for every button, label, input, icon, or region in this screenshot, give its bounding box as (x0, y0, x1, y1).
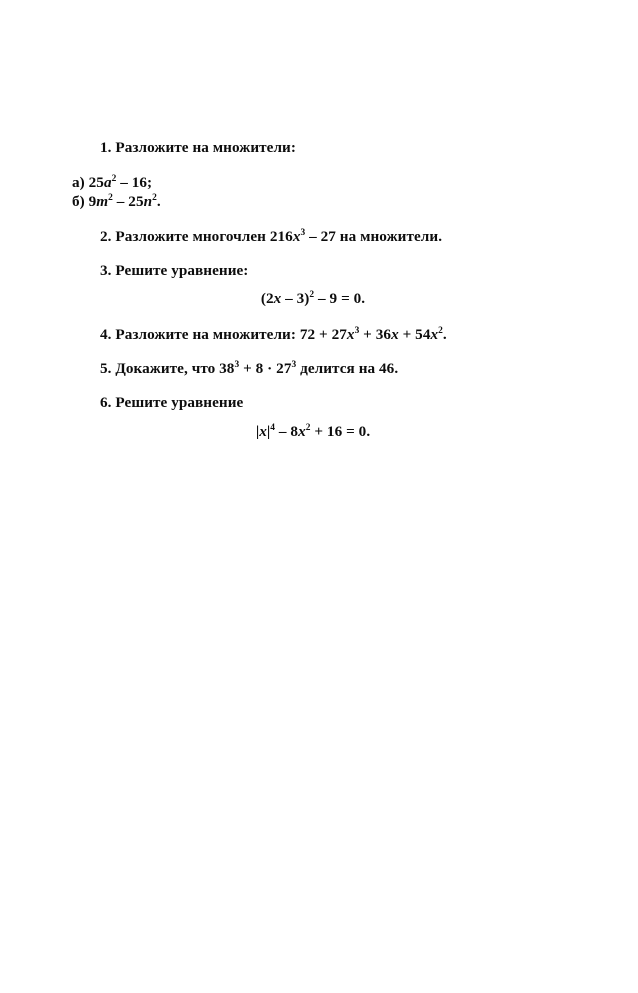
task-6 (0, 395, 638, 440)
task-3-number: 3. (100, 261, 112, 279)
task-6-heading-text: Решите уравнение (115, 394, 244, 412)
task-2-number: 2. (100, 227, 112, 245)
task-1-heading (0, 140, 638, 155)
task-1-subitem-a-expression: $25a^2 - 16$; (88, 174, 153, 192)
task-3 (0, 263, 638, 308)
task-1-subitem-a-label: а) (72, 174, 85, 192)
task-1-subitem-b-expression: $9m^2 - 25n^2$. (88, 193, 161, 211)
task-2-heading-text: Разложите многочлен $216x^3 - 27$ на множители. (115, 227, 443, 245)
task-3-heading-text: Решите уравнение: (115, 261, 249, 279)
task-1-subitem-b (0, 194, 638, 209)
task-1-subitem-b-label: б) (72, 193, 85, 211)
task-4-number: 4. (100, 326, 112, 344)
task-1-number: 1. (100, 139, 112, 156)
task-6-formula: $|x|^4 - 8x^2 + 16 = 0$. (255, 422, 371, 440)
task-list (0, 140, 638, 441)
task-5 (0, 361, 638, 376)
task-3-formula: (2x – 3)$^2$ – 9 = 0. (260, 289, 366, 308)
task-1-heading-text: Разложите на множители: (115, 139, 296, 156)
task-2-heading (0, 229, 638, 244)
task-1-subitem-a (0, 175, 638, 190)
task-4-heading (0, 327, 638, 342)
task-6-number: 6. (100, 394, 112, 412)
task-5-heading (0, 361, 638, 376)
task-3-heading (0, 263, 638, 278)
task-4-heading-text: Разложите на множители: $72 + 27x^3 + 36x + 54x^2$. (115, 325, 447, 344)
task-5-number: 5. (100, 360, 112, 378)
task-2 (0, 229, 638, 244)
task-5-heading-text: Докажите, что $38^3 + 8 \cdot 27^3$ делится на 46. (115, 360, 399, 378)
task-1 (0, 140, 638, 210)
task-4 (0, 327, 638, 342)
task-6-heading (0, 395, 638, 410)
